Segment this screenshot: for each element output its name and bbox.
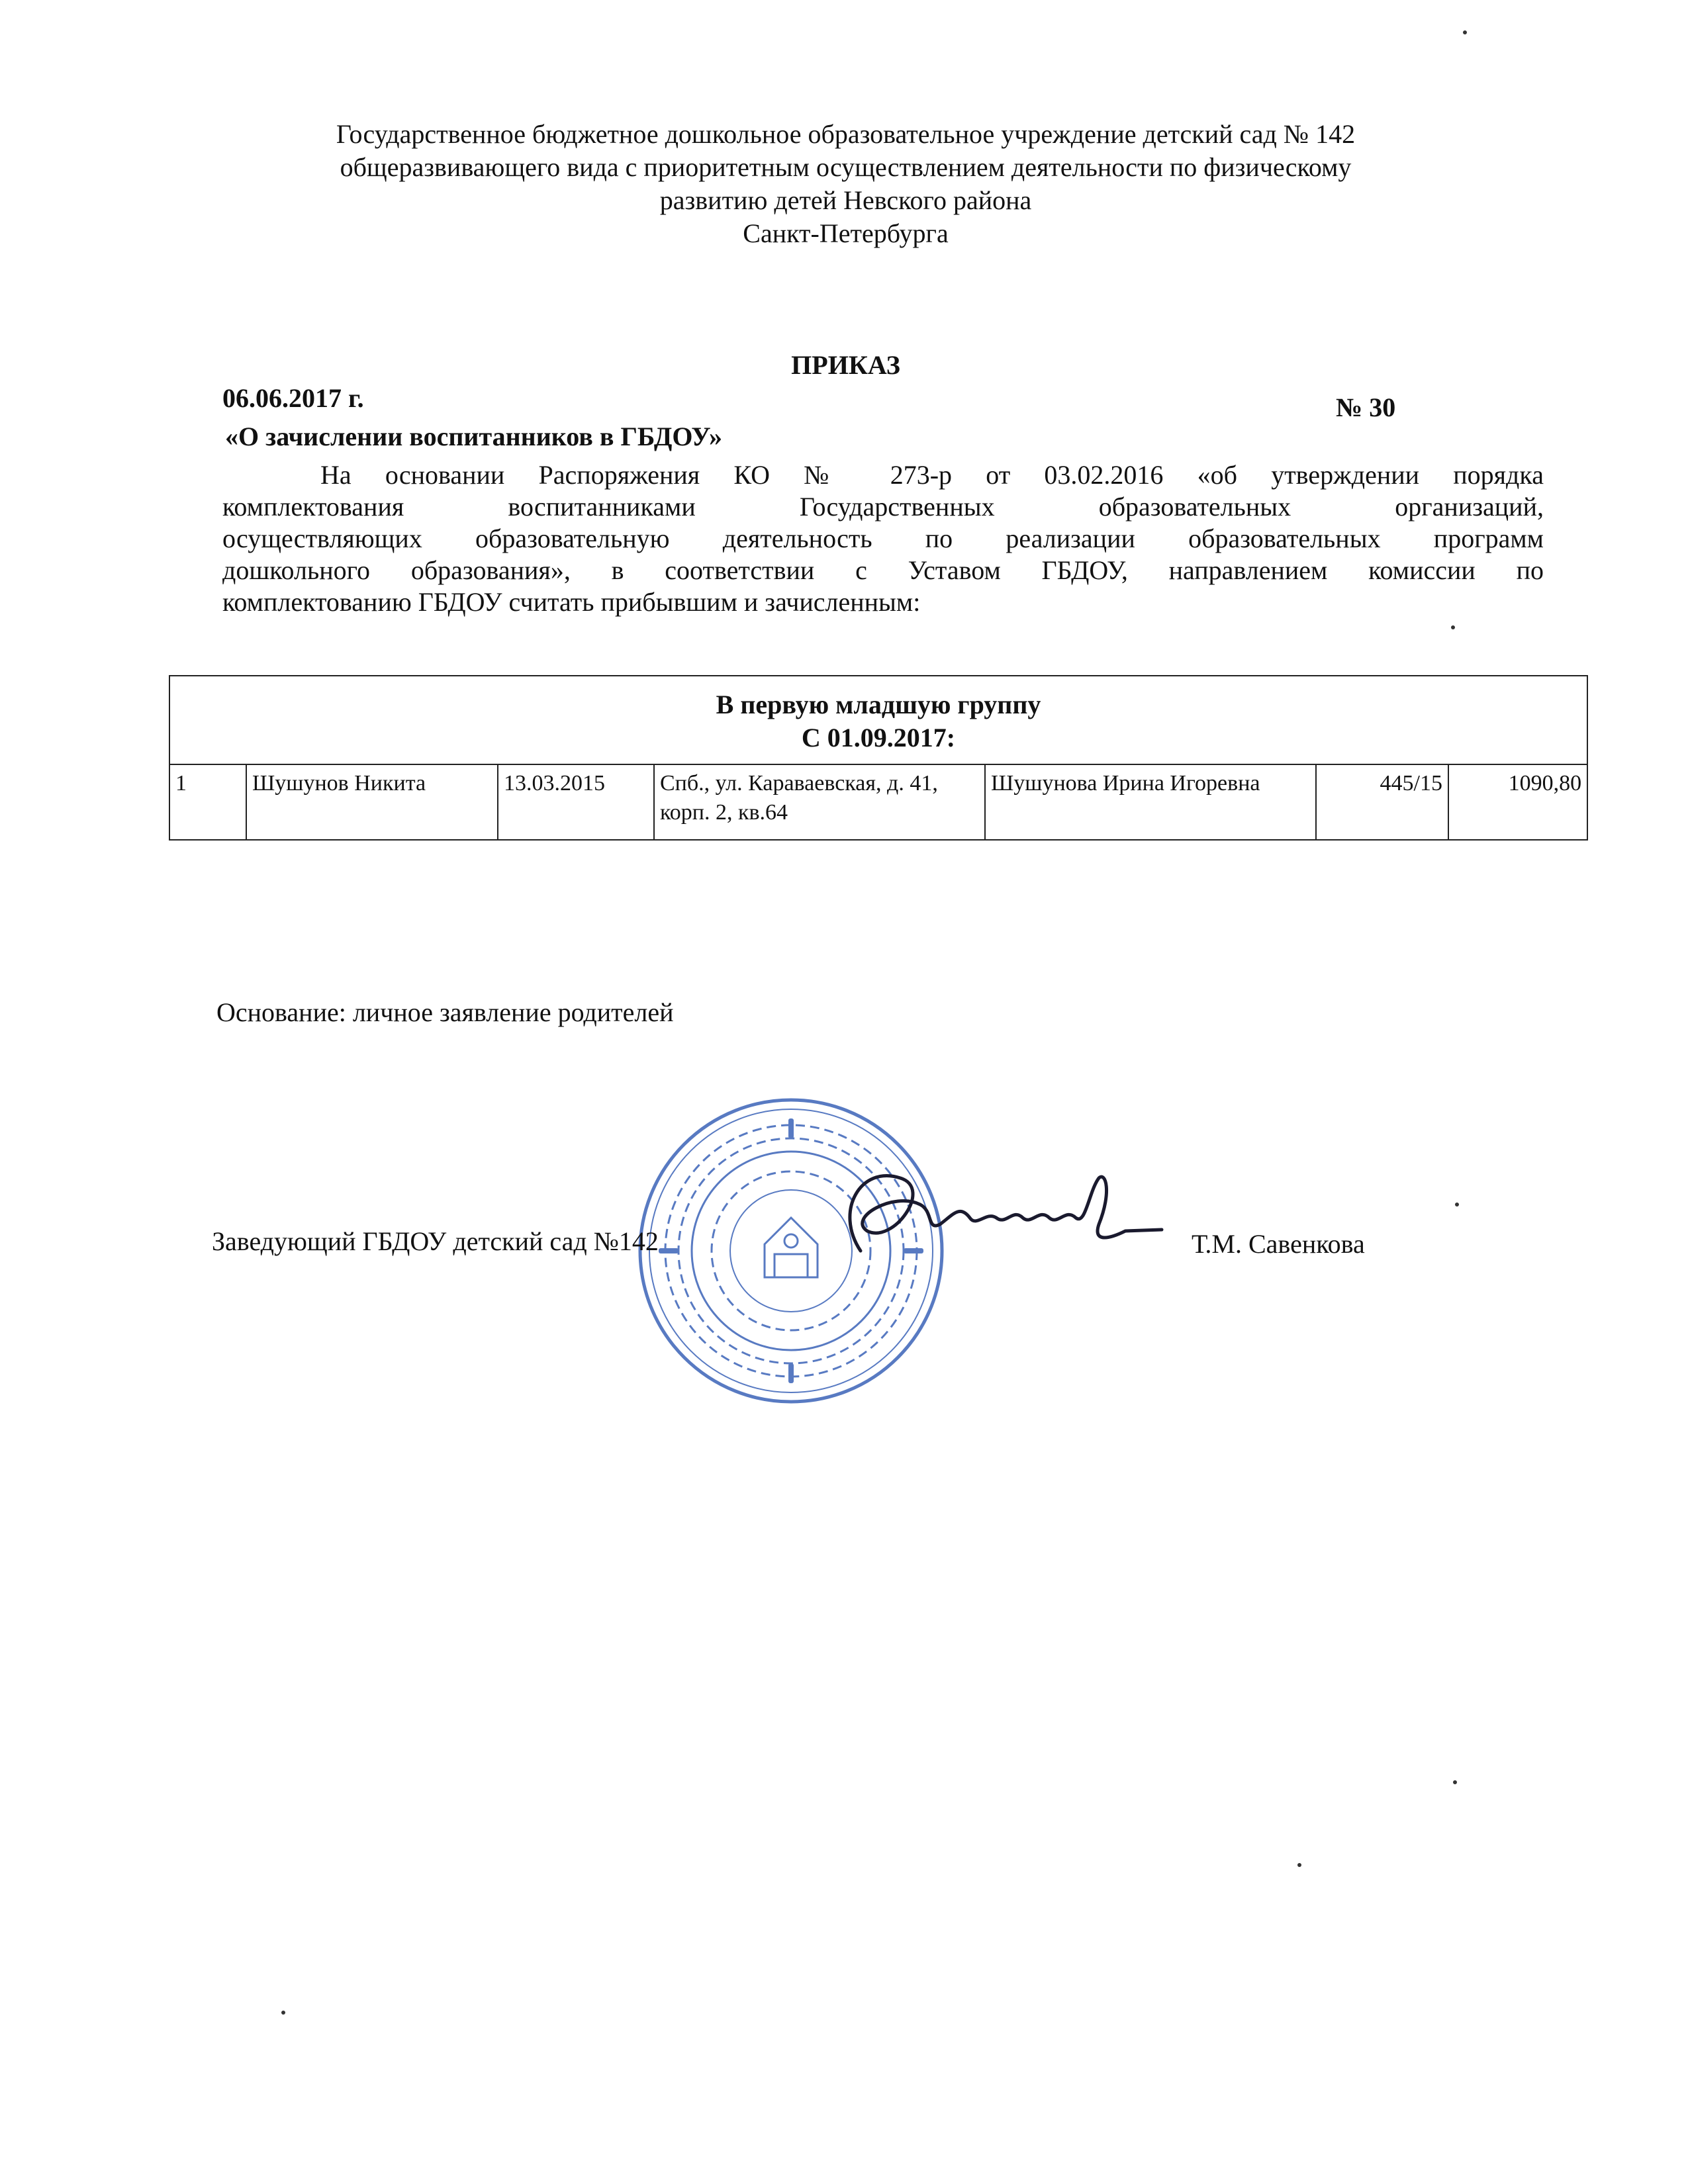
scan-speck xyxy=(1451,625,1455,629)
handwritten-signature xyxy=(821,1152,1165,1277)
institution-header xyxy=(199,118,1493,250)
cell-child-name: Шушунов Никита xyxy=(246,764,498,840)
cell-parent-name: Шушунова Ирина Игоревна xyxy=(985,764,1316,840)
scan-speck xyxy=(1297,1863,1301,1867)
body-line-5: комплектованию ГБДОУ считать прибывшим и зачисленным: xyxy=(222,587,921,617)
document-title: ПРИКАЗ xyxy=(791,350,900,380)
header-line-3: развитию детей Невского района xyxy=(659,185,1032,215)
scan-speck xyxy=(281,2011,285,2015)
table-row xyxy=(169,764,1587,840)
enrollment-table xyxy=(169,675,1588,841)
header-line-2: общеразвивающего вида с приоритетным осуществлением деятельности по физическому xyxy=(340,152,1352,182)
signatory-name: Т.М. Савенкова xyxy=(1192,1229,1365,1259)
group-header xyxy=(169,676,1587,764)
cell-number: 1 xyxy=(169,764,246,840)
cell-address: Спб., ул. Караваевская, д. 41, корп. 2, кв.64 xyxy=(654,764,985,840)
cell-reference: 445/15 xyxy=(1316,764,1448,840)
header-line-1: Государственное бюджетное дошкольное образовательное учреждение детский сад № 142 xyxy=(336,119,1356,149)
body-line-2: комплектования воспитанниками Государственных образовательных организаций, xyxy=(222,492,1544,522)
scan-speck xyxy=(1455,1203,1459,1206)
cell-code: 1090,80 xyxy=(1448,764,1587,840)
signatory-position: Заведующий ГБДОУ детский сад №142 xyxy=(212,1226,659,1256)
order-date: 06.06.2017 г. xyxy=(222,383,364,413)
basis-note: Основание: личное заявление родителей xyxy=(216,997,674,1027)
group-name: В первую младшую группу xyxy=(716,690,1041,719)
scan-speck xyxy=(1463,30,1467,34)
header-line-4: Санкт-Петербурга xyxy=(743,218,949,248)
order-subject: «О зачислении воспитанников в ГБДОУ» xyxy=(225,422,723,451)
body-line-4: дошкольного образования», в соответствии с Уставом ГБДОУ, направлением комиссии по xyxy=(222,555,1544,585)
body-line-1: На основании Распоряжения КО № 273-р от 03.02.2016 «об утверждении порядка xyxy=(320,460,1544,490)
order-body xyxy=(222,459,1544,618)
cell-birth-date: 13.03.2015 xyxy=(498,764,654,840)
body-line-3: осуществляющих образовательную деятельность по реализации образовательных программ xyxy=(222,523,1544,553)
scan-speck xyxy=(1453,1780,1457,1784)
group-start-date: С 01.09.2017: xyxy=(801,723,956,752)
order-number: № 30 xyxy=(1336,392,1396,422)
